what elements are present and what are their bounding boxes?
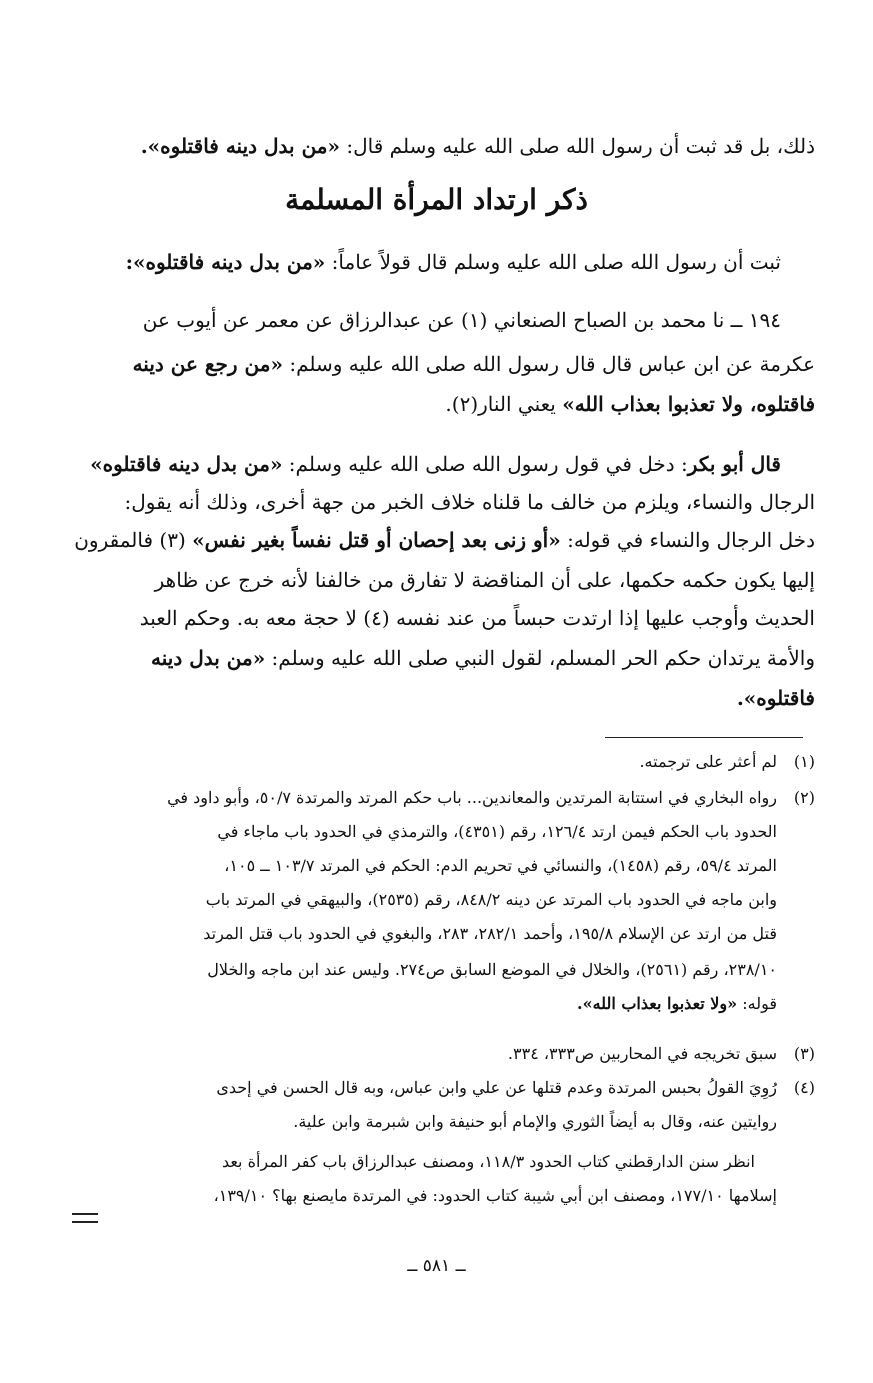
footnote-4-line: إسلامها ١٧٧/١٠، ومصنف ابن أبي شيبة كتاب الحدود: في المرتدة مايصنع بها؟ ١٣٩/١٠، xyxy=(213,1186,777,1205)
footnote-2-line: وابن ماجه في الحدود باب المرتد عن دينه ٨٤٨/٢، رقم (٢٥٣٥)، والبيهقي في المرتد باب xyxy=(205,890,777,909)
hadith-quote: «من رجع عن دينه xyxy=(132,352,283,376)
footnote-4-line: روايتين عنه، وقال به أيضاً الثوري والإمام أبو حنيفة وابن شبرمة وابن علية. xyxy=(293,1112,777,1131)
footnote-number-2: (٢) xyxy=(793,788,815,807)
text-line-2 xyxy=(70,244,781,280)
commentary-line-7: فاقتلوه». xyxy=(736,686,815,710)
text-segment: يعني النار(٢). xyxy=(445,392,563,416)
hadith-quote: «من بدل دينه فاقتلوه» xyxy=(90,452,283,476)
text-segment: ثبت أن رسول الله صلى الله عليه وسلم قال قولاً عاماً: xyxy=(325,250,781,274)
hadith-194-line-2 xyxy=(70,346,815,382)
text-segment: والأمة يرتدان حكم الحر المسلم، لقول النبي صلى الله عليه وسلم: xyxy=(265,646,815,670)
author-name: قال أبو بكر xyxy=(687,452,781,476)
hadith-quote: «من بدل دينه xyxy=(151,646,266,670)
section-title: ذكر ارتداد المرأة المسلمة xyxy=(285,183,588,216)
footnote-2-line: قتل من ارتد عن الإسلام ١٩٥/٨، وأحمد ٢٨٢/١، ٢٨٣، والبغوي في الحدود باب قتل المرتد xyxy=(203,924,777,943)
hadith-quote: «ولا تعذبوا بعذاب الله». xyxy=(577,994,738,1013)
footnote-4-line: انظر سنن الدارقطني كتاب الحدود ١١٨/٣، ومصنف عبدالرزاق باب كفر المرأة بعد xyxy=(221,1152,755,1171)
text-segment: : دخل في قول رسول الله صلى الله عليه وسلم: xyxy=(282,452,688,476)
commentary-line-6 xyxy=(70,640,815,676)
text-segment: ذلك، بل قد ثبت أن رسول الله صلى الله عليه وسلم قال: xyxy=(340,134,815,158)
continuation-mark xyxy=(72,1213,98,1223)
page-number: ــ ٥٨١ ــ xyxy=(407,1256,466,1276)
footnote-2-line: ٢٣٨/١٠، رقم (٢٥٦١)، والخلال في الموضع السابق ص٢٧٤. وليس عند ابن ماجه والخلال xyxy=(207,960,777,979)
text-segment: قوله: xyxy=(737,994,777,1013)
commentary-line-4: إليها يكون حكمه حكمها، على أن المناقضة لا تفارق من خالفنا لأنه خرج عن ظاهر xyxy=(154,568,815,592)
footnote-3-text: سبق تخريجه في المحاربين ص٣٣٣، ٣٣٤. xyxy=(507,1044,777,1063)
footnote-2-line: الحدود باب الحكم فيمن ارتد ١٢٦/٤، رقم (٤٣٥١)، والترمذي في الحدود باب ماجاء في xyxy=(217,822,777,841)
footnote-number-1: (١) xyxy=(793,752,815,771)
footnote-2-line xyxy=(70,990,777,1018)
footnote-2-line: المرتد ٥٩/٤، رقم (١٤٥٨)، والنسائي في تحريم الدم: الحكم في المرتد ١٠٣/٧ ــ ١٠٥، xyxy=(224,856,777,875)
commentary-line-5: الحديث وأوجب عليها إذا ارتدت حبساً من عند نفسه (٤) لا حجة معه به. وحكم العبد xyxy=(139,606,815,630)
text-segment: دخل الرجال والنساء في قوله: xyxy=(560,528,815,552)
hadith-quote: فاقتلوه، ولا تعذبوا بعذاب الله» xyxy=(562,392,815,416)
text-segment: عكرمة عن ابن عباس قال قال رسول الله صلى الله عليه وسلم: xyxy=(282,352,815,376)
hadith-quote: «أو زنى بعد إحصان أو قتل نفساً بغير نفس» xyxy=(192,528,561,552)
footnote-4-line: رُوِيَ القولُ بحبس المرتدة وعدم قتلها عن علي وابن عباس، وبه قال الحسن في إحدى xyxy=(216,1078,777,1097)
footnote-1-text: لم أعثر على ترجمته. xyxy=(639,752,777,771)
hadith-quote: «من بدل دينه فاقتلوه»: xyxy=(125,250,326,274)
text-line-1 xyxy=(70,128,815,164)
hadith-quote: «من بدل دينه فاقتلوه». xyxy=(140,134,341,158)
text-segment: (٣) فالمقرون xyxy=(74,528,193,552)
hadith-194-line-3 xyxy=(70,386,815,422)
commentary-line-3 xyxy=(70,522,815,558)
commentary-line-2: الرجال والنساء، ويلزم من خالف ما قلناه خلاف الخبر من جهة أخرى، وذلك أنه يقول: xyxy=(124,490,815,514)
footnote-separator xyxy=(605,737,803,738)
footnote-2-line: رواه البخاري في استتابة المرتدين والمعاندين... باب حكم المرتد والمرتدة ٥٠/٧، وأبو داود في xyxy=(167,788,777,807)
footnote-number-4: (٤) xyxy=(793,1078,815,1097)
hadith-194-line-1: ١٩٤ ــ نا محمد بن الصباح الصنعاني (١) عن عبدالرزاق عن معمر عن أيوب عن xyxy=(142,308,781,332)
footnote-number-3: (٣) xyxy=(793,1044,815,1063)
commentary-line-1 xyxy=(70,446,781,482)
